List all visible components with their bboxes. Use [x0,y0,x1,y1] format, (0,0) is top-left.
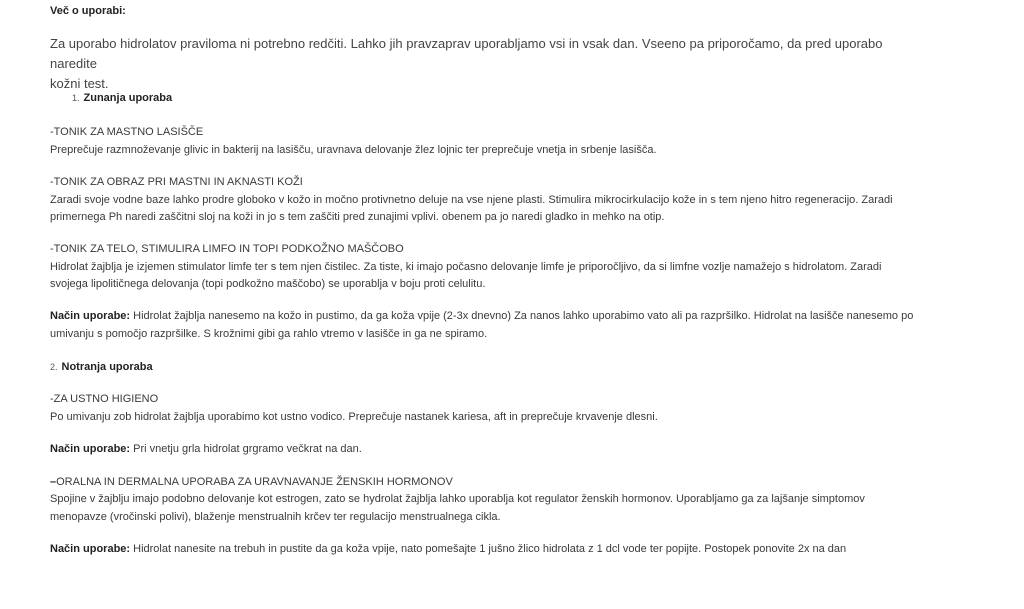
usage-text: Pri vnetju grla hidrolat grgramo večkrat na dan. [130,443,362,455]
paragraph-text: Po umivanju zob hidrolat žajblja uporabimo kot ustno vodico. Preprečuje nastanek kariesa, aft in preprečuje krvavenje dlesni. [50,411,658,423]
usage-label: Način uporabe: [50,443,131,455]
usage-paragraph [50,440,362,458]
usage-label: Način uporabe: [50,543,131,555]
subsection-title: -TONIK ZA MASTNO LASIŠČE [50,126,204,138]
subsection-title: -TONIK ZA OBRAZ PRI MASTNI IN AKNASTI KOŽI [50,176,303,188]
section-heading: Več o uporabi: [50,5,126,17]
paragraph-text: Preprečuje razmnoževanje glivic in bakterij na lasišču, uravnava delovanje žlez lojnic ter preprečuje vnetja in srbenje lasišča. [50,144,657,156]
subsection-title: -ZA USTNO HIGIENO [50,393,159,405]
list-item-2 [50,358,153,376]
intro-line-1: Za uporabo hidrolatov praviloma ni potrebno redčiti. Lahko jih pravzaprav uporabljamo vsi in vsak dan. Vseeno pa priporočamo, da pred uporabo naredite [50,36,883,71]
subsection-title [50,473,453,491]
paragraph-text: Hidrolat žajblja je izjemen stimulator limfe ter s tem njen čistilec. Za tiste, ki imajo počasno delovanje limfe je priporočljivo, da si limfne vozlje namažejo s hidrolatom. Zaradi [50,261,882,273]
list-number: 2. [50,362,58,372]
paragraph-text: primernega Ph naredi zaščitni sloj na koži in jo s tem zaščiti pred zunajimi vplivi. obenem pa jo naredi gladko in mehko na otip. [50,211,665,223]
paragraph-text: Spojine v žajblju imajo podobno delovanje kot estrogen, zato se hydrolat žajblja lahko uporablja kot regulator ženskih hormonov. Uporabljamo ga za lajšanje simptomov [50,493,865,505]
list-title: Zunanja uporaba [83,92,173,104]
usage-paragraph [50,540,846,558]
usage-text: Hidrolat nanesite na trebuh in pustite da ga koža vpije, nato pomešajte 1 jušno žlico hidrolata z 1 dcl vode ter popijte. Postopek ponovite 2x na dan [130,543,847,555]
usage-paragraph [50,307,913,325]
paragraph-text: Zaradi svoje vodne baze lahko prodre globoko v kožo in močno protivnetno deluje na vse njene plasti. Stimulira mikrocirkulacijo kože in s tem njeno hitro regeneracijo. Zaradi [50,194,893,206]
list-title: Notranja uporaba [61,361,153,373]
usage-label: Način uporabe: [50,310,131,322]
subsection-title: -TONIK ZA TELO, STIMULIRA LIMFO IN TOPI PODKOŽNO MAŠČOBO [50,243,404,255]
subsection-title-text: ORALNA IN DERMALNA UPORABA ZA URAVNAVANJE ŽENSKIH HORMONOV [56,476,453,488]
intro-paragraph [50,34,930,94]
intro-line-2: kožni test. [50,76,109,91]
usage-text: Hidrolat žajblja nanesemo na kožo in pustimo, da ga koža vpije (2-3x dnevno) Za nanos lahko uporabimo vato ali pa razpršilko. Hidrolat na lasišče nanesemo po [130,310,914,322]
dash: – [50,476,57,488]
paragraph-text: menopavze (vročinski polivi), blaženje menstrualnih krčev ter regulacijo menstrualnega cikla. [50,511,501,523]
list-item-1 [72,89,172,107]
list-number: 1. [72,93,80,103]
paragraph-text: svojega lipolitičnega delovanja (topi podkožno maščobo) se uporablja v boju proti celulitu. [50,278,486,290]
paragraph-text: umivanju s pomočjo razpršilke. S krožnimi gibi ga rahlo vtremo v lasišče in ga ne spiramo. [50,328,488,340]
